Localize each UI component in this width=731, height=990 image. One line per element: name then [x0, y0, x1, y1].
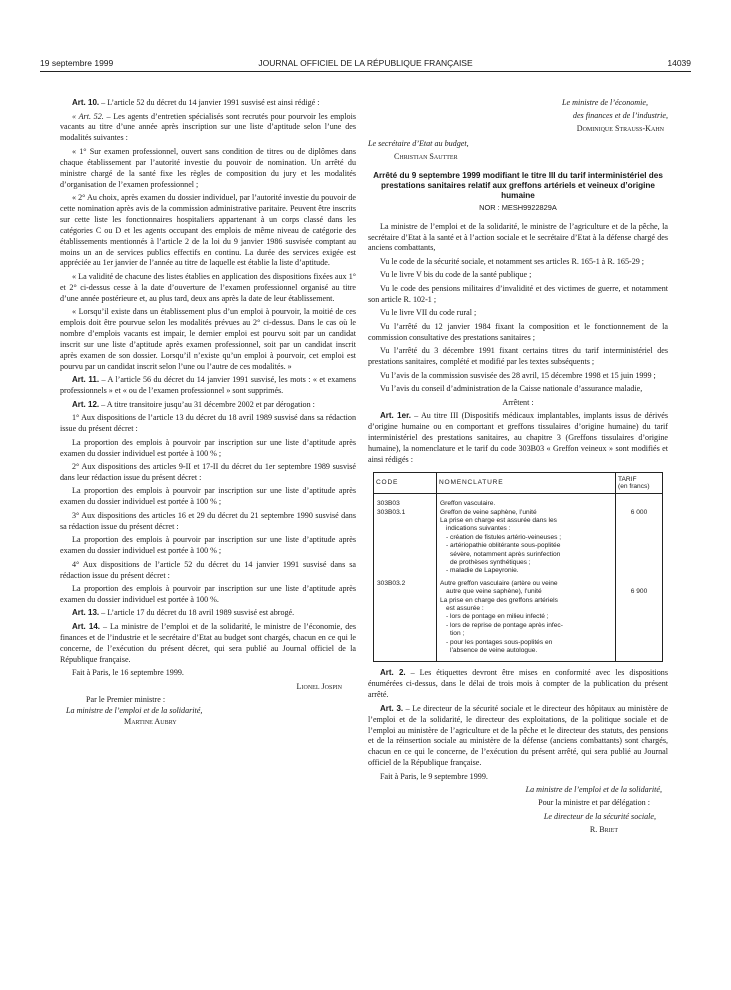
art10: Art. 10. – L’article 52 du décret du 14 janvier 1991 susvisé est ainsi rédigé : [72, 98, 320, 107]
art13: Art. 13. – L’article 17 du décret du 18 avril 1989 susvisé est abrogé. [72, 608, 295, 618]
right-column [368, 98, 668, 838]
art11: Art. 11. – A l’article 56 du décret du 14 janvier 1991 susvisé, les mots : « et examens professionnels » et « ou de l’examen professionnel » sont supprimés. [60, 375, 356, 396]
journal-title: JOURNAL OFFICIEL DE LA RÉPUBLIQUE FRANÇAISE [258, 58, 473, 68]
art12-1b: La proportion des emplois à pourvoir par inscription sur une liste d’aptitude après examen du dossier individuel est portée à 100 % ; [60, 437, 356, 458]
col-nomenclature: NOMENCLATURE [437, 472, 616, 493]
min-eco-line1: Le ministre de l’économie, [561, 98, 648, 107]
visa-4: Vu le livre VII du code rural ; [380, 308, 477, 318]
arrete-title: Arrêté du 9 septembre 1999 modifiant le titre III du tarif interministériel des prestations sanitaires relatif aux greffons artériels et veineux d’origine humaine [373, 170, 663, 200]
signature-jospin: Lionel Jospin [296, 681, 342, 691]
art12-4: 4° Aux dispositions de l’article 52 du décret du 14 janvier 1991 susvisé dans sa rédaction issue du présent décret : [60, 559, 356, 580]
visa-8: Vu l’avis du conseil d’administration de la Caisse nationale d’assurance maladie, [380, 384, 643, 394]
art3: Art. 3. – Le directeur de la sécurité sociale et le directeur des hôpitaux au ministère de l’emploi et de la solidarité, le directeur des exploitations, de la politique sociale et de l’emploi au ministère de l’agriculture et de la pêche et le directeur des statuts, des pensions et de la réinsertion sociale au ministère de la défense (anciens combattants) sont chargés, chacun en ce qui le concerne, de l’exécution du présent arrêté, qui sera publié au Journal officiel de la République française. [368, 703, 669, 768]
art14: Art. 14. – La ministre de l’emploi et de la solidarité, le ministre de l’économie, des finances et de l’industrie et le secrétaire d’Etat au budget sont chargés, chacun en ce qui le concerne, de l’exécution du présent décret, qui sera publié au Journal officiel de la République française. [60, 621, 356, 664]
header-rule [40, 71, 691, 72]
visa-7: Vu l’avis de la commission susvisée des 28 avril, 15 décembre 1998 et 15 juin 1999 ; [380, 370, 656, 380]
signature-sautter: Christian Sautter [394, 152, 458, 162]
art52-p4: « Lorsqu’il existe dans un établissement plus d’un emploi à pourvoir, la moitié de ces emplois doit être pourvue selon les modalités prévues au 2° ci-dessus. Dans le cas où le nombre d’emplois vacants est impair, le dernier emploi est pourvu soit par un candidat inscrit sur une liste d’aptitude après examen professionnel, soit par un candidat inscrit après examen de son dossier. Lorsqu’il n’existe qu’un emploi à pourvoir, cet emploi est pourvu par un candidat inscrit selon l’une ou l’autre de ces modalités. » [60, 307, 356, 371]
signature-briet: R. Briet [589, 824, 618, 834]
art2: Art. 2. – Les étiquettes devront être mises en conformité avec les dispositions énumérées ci-dessus, dans le délai de trois mois à compter de la publication du présent arrêté. [368, 668, 669, 700]
visa-0: La ministre de l’emploi et de la solidarité, le ministre de l’agriculture et de la pêche, la secrétaire d’Etat à la santé et à l’action sociale et le secrétaire d’Etat à la défense chargé des anciens combattants, [368, 221, 668, 253]
visa-2: Vu le livre V bis du code de la santé publique ; [380, 270, 532, 280]
art12-1: 1° Aux dispositions de l’article 13 du décret du 18 avril 1989 susvisé dans sa rédaction issue du présent décret : [60, 413, 356, 434]
page-header [40, 58, 691, 72]
art12-4b: La proportion des emplois à pourvoir par inscription sur une liste d’aptitude après examen du dossier individuel est portée à 100 %. [60, 584, 356, 604]
col-code: CODE [374, 472, 437, 493]
sig-delegation: Pour la ministre et par délégation : [538, 798, 650, 808]
sig-ministre-emploi: La ministre de l’emploi et de la solidarité, [525, 785, 662, 795]
arretent: Arrêtent : [502, 397, 534, 407]
table-row: 303B03.1 Greffon de veine saphène, l’unité La prise en charge est assurée dans les indications suivantes : - création de fistules artério-veineuses ; - artériopathie oblitérante sous-poplitée sévère, notamment après surinfection de prothèses synthétiques ; - maladie de Lapeyronie. 6 000 [374, 509, 663, 580]
col-tarif: TARIF (en francs) [616, 472, 663, 493]
secretaire-budget: Le secrétaire d’Etat au budget, [368, 138, 469, 148]
art52-p1: « 1° Sur examen professionnel, ouvert sans condition de titres ou de diplômes dans chaque établissement par l’autorité investie du pouvoir de nomination. Un arrêté du ministre chargé de la santé fixe les règles de composition du jury et les modalités d’organisation de l’examen professionnel ; [60, 146, 356, 189]
art52-p2: « 2° Au choix, après examen du dossier individuel, par l’autorité investie du pouvoir de cette nomination après avis de la commission administrative paritaire. Peuvent être inscrits sur cette liste les fonctionnaires hospitaliers appartenant à un corps classé dans les catégories C ou D et les agents occupant des emplois de même niveau de catégorie des établissements mentionnés à l’article 2 de la loi du 9 janvier 1986 susvisée comptant au moins un an de services publics effectifs en continu. La durée des services exigée est appréciée au 1er janvier de l’année au titre de laquelle est établie la liste d’aptitude. [60, 193, 356, 268]
min-eco-line2: des finances et de l’industrie, [572, 111, 668, 121]
left-column [60, 98, 356, 728]
fait-paris-16: Fait à Paris, le 16 septembre 1999. [72, 668, 184, 678]
visa-5: Vu l’arrêté du 12 janvier 1984 fixant la composition et le fonctionnement de la commission consultative des prestations sanitaires ; [368, 321, 668, 342]
visa-6: Vu l’arrêté du 3 décembre 1991 fixant certains titres du tarif interministériel des prestations sanitaires, complété et modifié par les textes subséquents ; [368, 346, 668, 367]
signature-strauss-kahn: Dominique Strauss-Kahn [576, 124, 664, 134]
nor-reference: NOR : MESH9922829A [479, 202, 557, 212]
art12: Art. 12. – A titre transitoire jusqu’au 31 décembre 2002 et par dérogation : [72, 399, 315, 409]
tarif-table [373, 472, 663, 663]
ministre-emploi-title: La ministre de l’emploi et de la solidarité, [66, 705, 203, 715]
art12-2: 2° Aux dispositions des articles 9-II et 17-II du décret du 1er septembre 1989 susvisé dans leur rédaction issue du présent décret : [60, 462, 356, 482]
visa-1: Vu le code de la sécurité sociale, et notamment ses articles R. 165-1 à R. 165-29 ; [380, 256, 645, 266]
visa-3: Vu le code des pensions militaires d’invalidité et des victimes de guerre, et notamment son article R. 102-1 ; [368, 283, 668, 304]
art52-p3: « La validité de chacune des listes établies en application des dispositions fixées aux 1° et 2° ci-dessus cesse à la date d’ouverture de l’examen professionnel organisé au titre d’une année postérieure et, au plus tard, deux ans après la date de leur établissement. [60, 271, 356, 303]
table-row: 303B03 Greffon vasculaire. [374, 494, 663, 509]
fait-paris-9: Fait à Paris, le 9 septembre 1999. [380, 771, 488, 781]
page-number: 14039 [667, 58, 691, 68]
signature-block-eco [368, 98, 668, 135]
table-header-row [374, 472, 663, 493]
art1: Art. 1er. – Au titre III (Dispositifs médicaux implantables, implants issus de dérivés d’origine humaine ou en comportant et greffons tissulaires d’origine humaine) du tarif interministériel des prestations sanitaires, au chapitre 3 (Greffons tissulaires d’origine humaine), la nomenclature et le tarif du code 303B03 « Greffon veineux » sont modifiés et ainsi rédigés : [368, 411, 668, 464]
table-row: 303B03.2 Autre greffon vasculaire (artère ou veine autre que veine saphène), l’unité La prise en charge des greffons artériels est assurée : - lors de pontage en milieu infecté ; - lors de reprise de pontage après infec- tion ; - pour les pontages sous-poplités en l’absence de veine autologue. 6 900 [374, 580, 663, 662]
sig-directeur: Le directeur de la sécurité sociale, [543, 811, 656, 821]
art12-2b: La proportion des emplois à pourvoir par inscription sur une liste d’aptitude après examen du dossier individuel est portée à 100 % ; [60, 486, 356, 507]
signature-aubry: Martine Aubry [124, 716, 177, 726]
par-premier-ministre: Par le Premier ministre : [86, 694, 166, 704]
art12-3b: La proportion des emplois à pourvoir par inscription sur une liste d’aptitude après examen du dossier individuel est portée à 100 % ; [60, 535, 356, 556]
art52-intro: « Art. 52. – Les agents d’entretien spécialisés sont recrutés pour pourvoir les emplois vacants au titre d’une année après inscription sur une liste d’aptitude selon l’une des modalités suivantes : [60, 111, 356, 143]
art12-3: 3° Aux dispositions des articles 16 et 29 du décret du 21 septembre 1990 susvisé dans sa rédaction issue du présent décret : [60, 510, 356, 531]
header-date: 19 septembre 1999 [40, 58, 114, 68]
